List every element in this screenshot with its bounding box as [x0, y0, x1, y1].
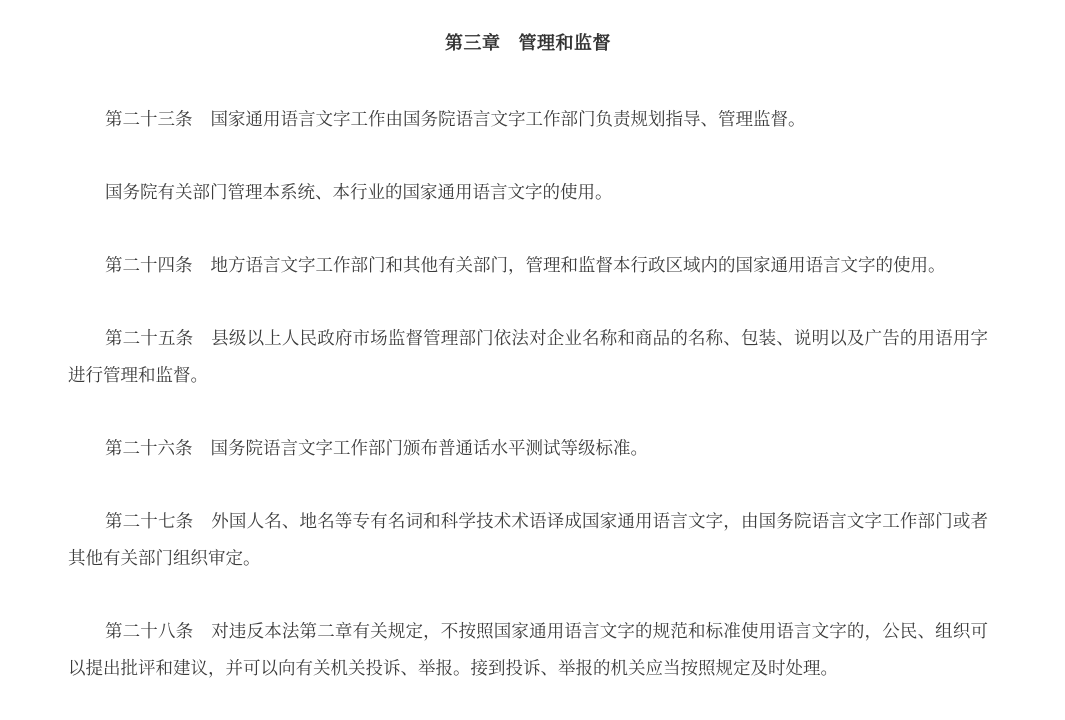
article-text: 国家通用语言文字工作由国务院语言文字工作部门负责规划指导、管理监督。	[210, 110, 806, 130]
paragraph-article-28	[68, 614, 988, 688]
article-number: 第二十五条	[105, 329, 194, 349]
paragraph-article-25	[68, 321, 988, 395]
article-number: 第二十三条	[105, 110, 193, 130]
paragraph-article-26	[68, 431, 988, 468]
article-number: 第二十八条	[105, 622, 194, 642]
article-text: 国务院有关部门管理本系统、本行业的国家通用语言文字的使用。	[105, 183, 613, 203]
article-text: 县级以上人民政府市场监督管理部门依法对企业名称和商品的名称、包装、说明以及广告的用语用字进行管理和监督。	[68, 329, 988, 386]
article-text: 对违反本法第二章有关规定，不按照国家通用语言文字的规范和标准使用语言文字的，公民、组织可以提出批评和建议，并可以向有关机关投诉、举报。接到投诉、举报的机关应当按照规定及时处理。	[68, 622, 988, 679]
paragraph-article-23-clause-2	[68, 175, 988, 212]
article-text: 地方语言文字工作部门和其他有关部门，管理和监督本行政区域内的国家通用语言文字的使用。	[210, 256, 946, 276]
article-number: 第二十七条	[105, 512, 194, 532]
paragraph-article-24	[68, 248, 988, 285]
document-page	[68, 28, 988, 688]
chapter-name: 管理和监督	[518, 33, 611, 54]
paragraph-article-27	[68, 504, 988, 578]
chapter-number: 第三章	[445, 33, 501, 54]
paragraph-article-23	[68, 102, 988, 139]
chapter-title	[68, 28, 988, 60]
article-number: 第二十四条	[105, 256, 193, 276]
article-text: 国务院语言文字工作部门颁布普通话水平测试等级标准。	[210, 439, 648, 459]
article-text: 外国人名、地名等专有名词和科学技术术语译成国家通用语言文字，由国务院语言文字工作部门或者其他有关部门组织审定。	[68, 512, 988, 569]
article-number: 第二十六条	[105, 439, 193, 459]
